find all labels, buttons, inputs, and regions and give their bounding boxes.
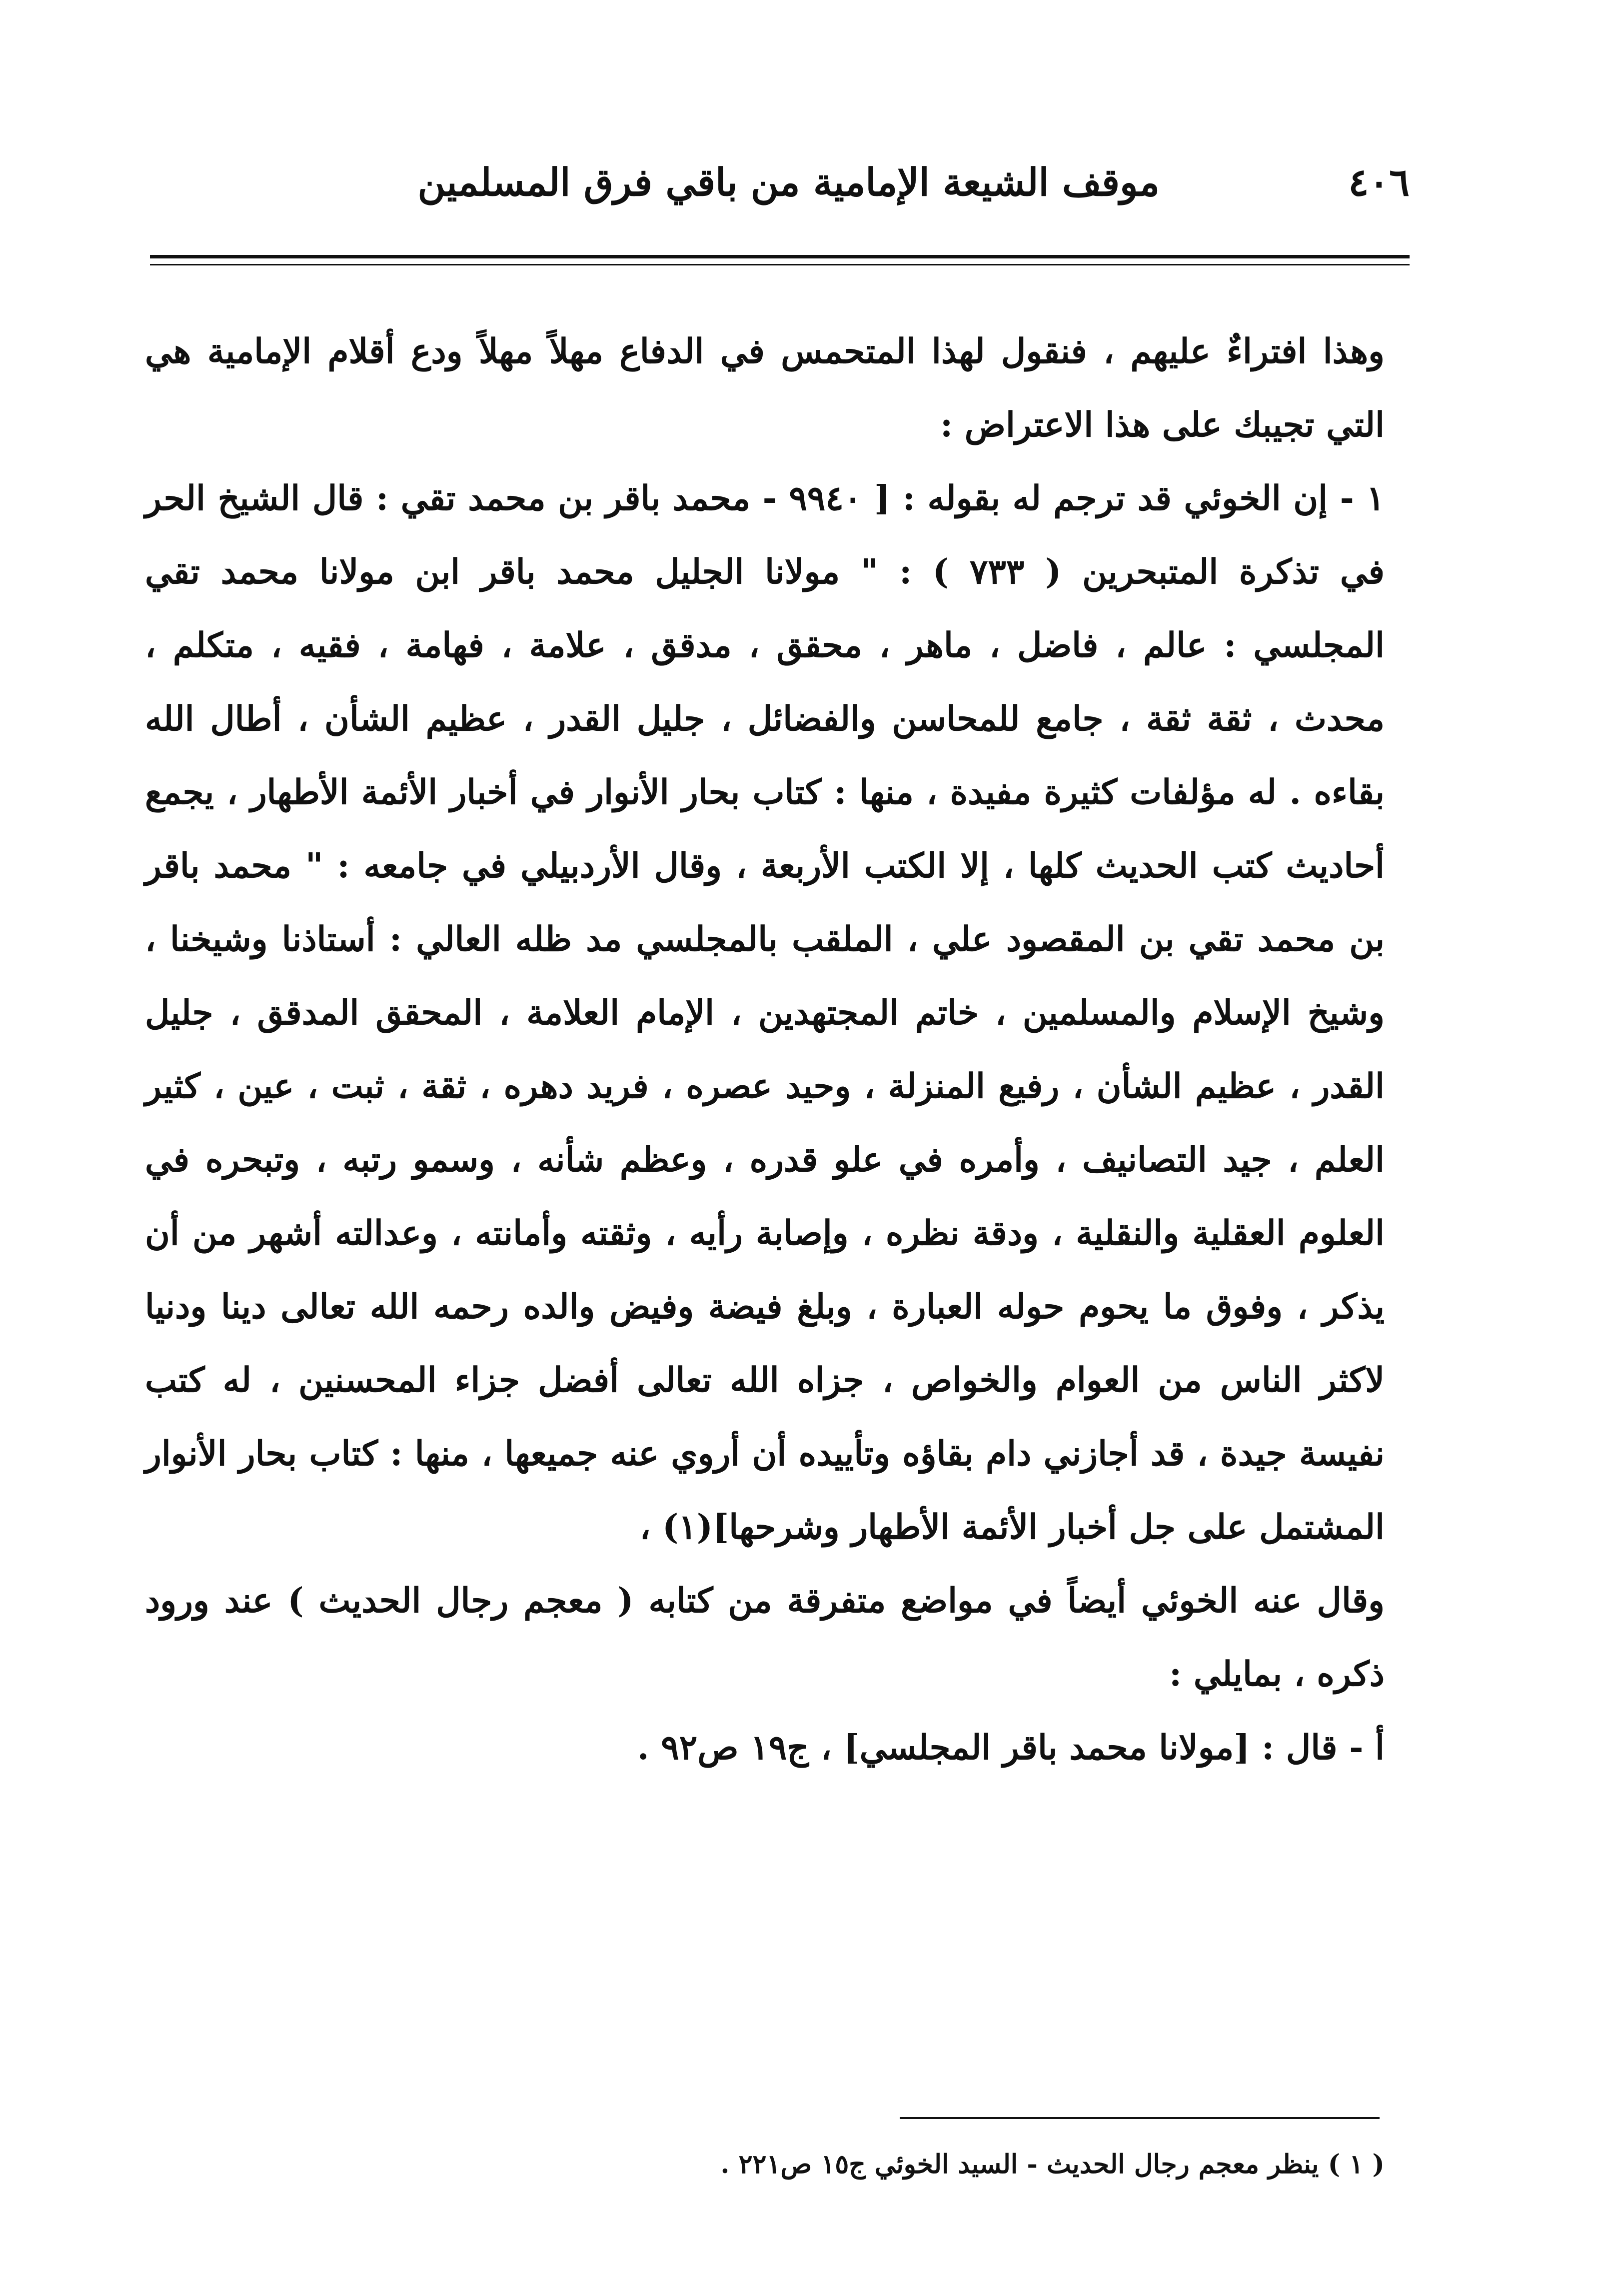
header-rule-thin [150, 264, 1410, 265]
footnote: ( ١ ) ينظر معجم رجال الحديث - السيد الخوئي ج١٥ ص٢٢١ . [720, 2149, 1385, 2180]
page-header [150, 150, 1410, 220]
paragraph-khoei-biography: ١ - إن الخوئي قد ترجم له بقوله : [ ٩٩٤٠ - محمد باقر بن محمد تقي : قال الشيخ الحر في تذكرة المتبحرين ( ٧٣٣ ) : " مولانا الجليل محمد باقر ابن مولانا محمد تقي المجلسي : عالم ، فاضل ، ماهر ، محقق ، مدقق ، علامة ، فهامة ، فقيه ، متكلم ، محدث ، ثقة ثقة ، جامع للمحاسن والفضائل ، جليل القدر ، عظيم الشأن ، أطال الله بقاءه . له مؤلفات كثيرة مفيدة ، منها : كتاب بحار الأنوار في أخبار الأئمة الأطهار ، يجمع أحاديث كتب الحديث كلها ، إلا الكتب الأربعة ، وقال الأردبيلي في جامعه : " محمد باقر بن محمد تقي بن المقصود علي ، الملقب بالمجلسي مد ظله العالي : أستاذنا وشيخنا ، وشيخ الإسلام والمسلمين ، خاتم المجتهدين ، الإمام العلامة ، المحقق المدقق ، جليل القدر ، عظيم الشأن ، رفيع المنزلة ، وحيد عصره ، فريد دهره ، ثقة ، ثبت ، عين ، كثير العلم ، جيد التصانيف ، وأمره في علو قدره ، وعظم شأنه ، وسمو رتبه ، وتبحره في العلوم العقلية والنقلية ، ودقة نظره ، وإصابة رأيه ، وثقته وأمانته ، وعدالته أشهر من أن يذكر ، وفوق ما يحوم حوله العبارة ، وبلغ فيضة وفيض والده رحمه الله تعالى دينا ودنيا لاكثر الناس من العوام والخواص ، جزاه الله تعالى أفضل جزاء المحسنين ، له كتب نفيسة جيدة ، قد أجازني دام بقاؤه وتأييده أن أروي عنه جميعها ، منها : كتاب بحار الأنوار المشتمل على جل أخبار الأئمة الأطهار وشرحها](١) ، [145, 478, 1385, 1547]
paragraph-other-mentions: وقال عنه الخوئي أيضاً في مواضع متفرقة من كتابه ( معجم رجال الحديث ) عند ورود ذكره ، بمايلي : [145, 1581, 1385, 1694]
paragraph-intro: وهذا افتراءٌ عليهم ، فنقول لهذا المتحمس في الدفاع مهلاً مهلاً ودع أقلام الإمامية هي التي تجيبك على هذا الاعتراض : [145, 331, 1385, 445]
page-number: ٤٠٦ [1348, 160, 1410, 204]
main-text [145, 315, 1385, 1785]
running-title: موقف الشيعة الإمامية من باقي فرق المسلمين [417, 160, 1160, 204]
footnote-separator [900, 2117, 1380, 2119]
header-rule-thick [150, 255, 1410, 258]
paragraph-item-a: أ - قال : [مولانا محمد باقر المجلسي] ، ج١٩ ص٩٢ . [637, 1728, 1385, 1768]
